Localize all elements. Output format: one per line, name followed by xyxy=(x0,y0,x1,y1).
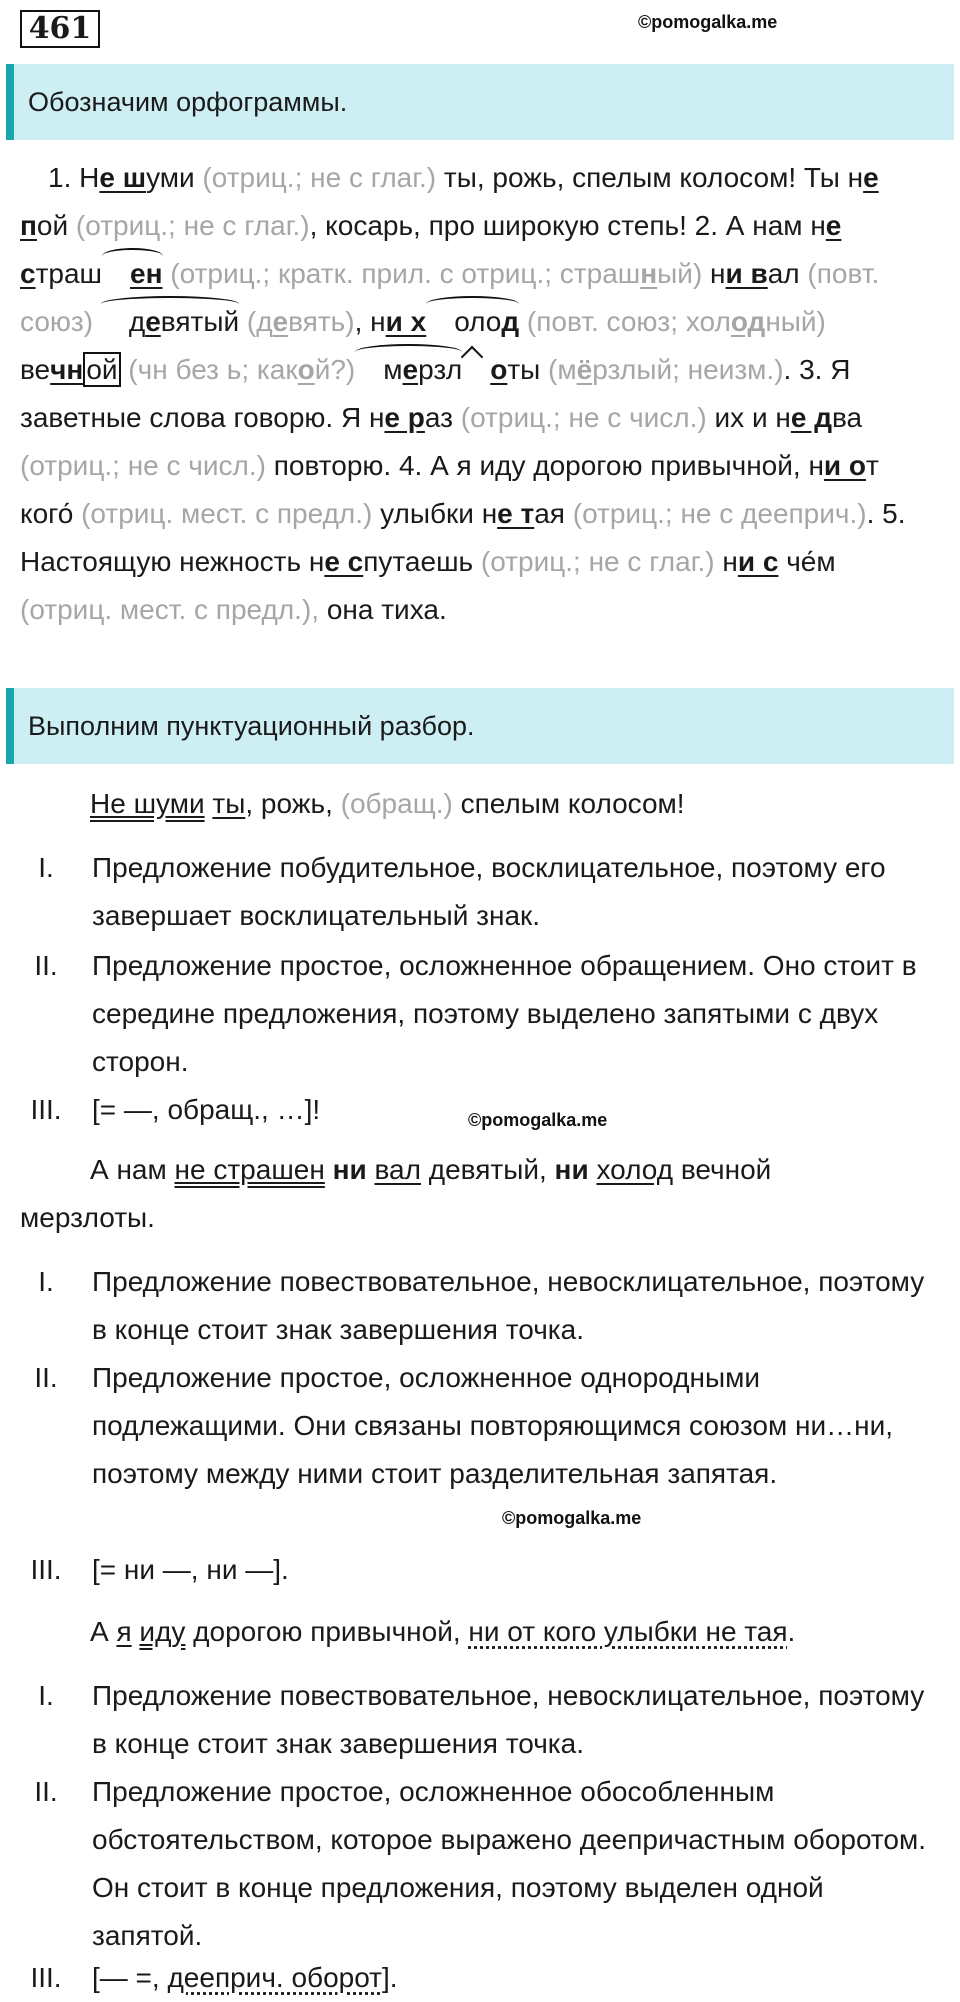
exercise-number: 461 xyxy=(20,10,100,48)
analysis-sentence-3: А я иду дорогою привычной, ни от кого улыбки не тая. xyxy=(90,1616,796,1647)
watermark-middle: ©pomogalka.me xyxy=(468,1110,608,1130)
root-arc-mark: мерзл xyxy=(355,346,462,394)
suffix-cap-mark: о xyxy=(462,346,507,394)
page: 461 ©pomogalka.me Обозначим орфограммы. 1. Не шуми (отриц.; не с глаг.) ты, рожь, спелым колосом! Ты не пой (отриц.; не с глаг.), косарь, про широкую степь! 2. А нам не страш ен (отриц.; кратк. прил. с отриц.; страшный) ни вал (повт. союз) девятый (девять), ни х олод (повт. союз; холодный) вечн ой (чн без ь; какой?)мерзл оты (мёрзлый; неизм.). 3. Я заветные слова говорю. Я не раз (отриц.; не с числ.) их и не два (отриц.; не с числ.) повторю. 4. А я иду дорогою привычной, ни от кого́ (отриц. мест. с предл.) улыбки не тая (отриц.; не с дееприч.). 5. Настоящую нежность не спутаешь (отриц.; не с глаг.) ни с че́м (отриц. мест. с предл.), она тиха. Выполним пунктуационный разбор. Не шуми ты, рожь, (обращ.) спелым колосом! I. Предложение побудительное, восклицательное, поэтому его завершает восклицательный знак. II. Предложение простое, осложненное обращением. Оно стоит в середине предложения, поэтому выделено запятыми с двух сторон. III. [= —, обращ., …]! ©pomogalka.me А нам не страшен ни вал девятый, ни холод вечной мерзлоты. I. Предложение повествовательное, невосклицательное, поэтому в конце стоит знак завершения точка. II. Предложение простое, осложненное однородными подлежащими. Они связаны повторяющимся союзом ни…ни, поэтому между ними стоит разделительная запятая. III. [= ни —, ни —]. ©pomogalka.me А я иду дорогою привычной, ни от кого улыбки не тая. I. Предложение повествовательное, невосклицательное, поэтому в конце стоит знак завершения точка. II. Предложение простое, осложненное обособленным обстоятельством, которое выражено деепричастным оборотом. Он стоит в конце предложения, поэтому выделен одной запятой. III. [— =, дееприч. оборот]. xyxy=(0,0,960,2000)
ending-box-mark: ой xyxy=(83,352,120,387)
section-title: Выполним пунктуационный разбор. xyxy=(28,710,475,741)
watermark-bottom: ©pomogalka.me xyxy=(502,1508,642,1528)
section-header-orthography xyxy=(6,64,954,140)
section-title: Обозначим орфограммы. xyxy=(28,86,348,117)
section-header-punctuation xyxy=(6,688,954,764)
root-arc-mark: девятый xyxy=(101,298,239,346)
suffix-arc-mark: ен xyxy=(102,250,162,298)
analysis-sentence-1: Не шуми ты, рожь, (обращ.) спелым колосом! xyxy=(90,788,685,819)
orthography-text: 1. Не шуми (отриц.; не с глаг.) ты, рожь, спелым колосом! Ты не пой (отриц.; не с глаг.), косарь, про широкую степь! 2. А нам не страш ен (отриц.; кратк. прил. с отриц.; страшный) ни вал (повт. союз) девятый (девять), ни х олод (повт. союз; холодный) вечн ой (чн без ь; какой?)мерзл оты (мёрзлый; неизм.). 3. Я заветные слова говорю. Я не раз (отриц.; не с числ.) их и не два (отриц.; не с числ.) повторю. 4. А я иду дорогою привычной, ни от кого́ (отриц. мест. с предл.) улыбки не тая (отриц.; не с дееприч.). 5. Настоящую нежность не спутаешь (отриц.; не с глаг.) ни с че́м (отриц. мест. с предл.), она тиха. xyxy=(20,162,906,625)
root-arc-mark: олод xyxy=(426,298,519,346)
analysis-sentence-2: А нам не страшен ни вал девятый, ни холод вечной мерзлоты. xyxy=(20,1154,772,1233)
watermark-top: ©pomogalka.me xyxy=(638,12,778,32)
